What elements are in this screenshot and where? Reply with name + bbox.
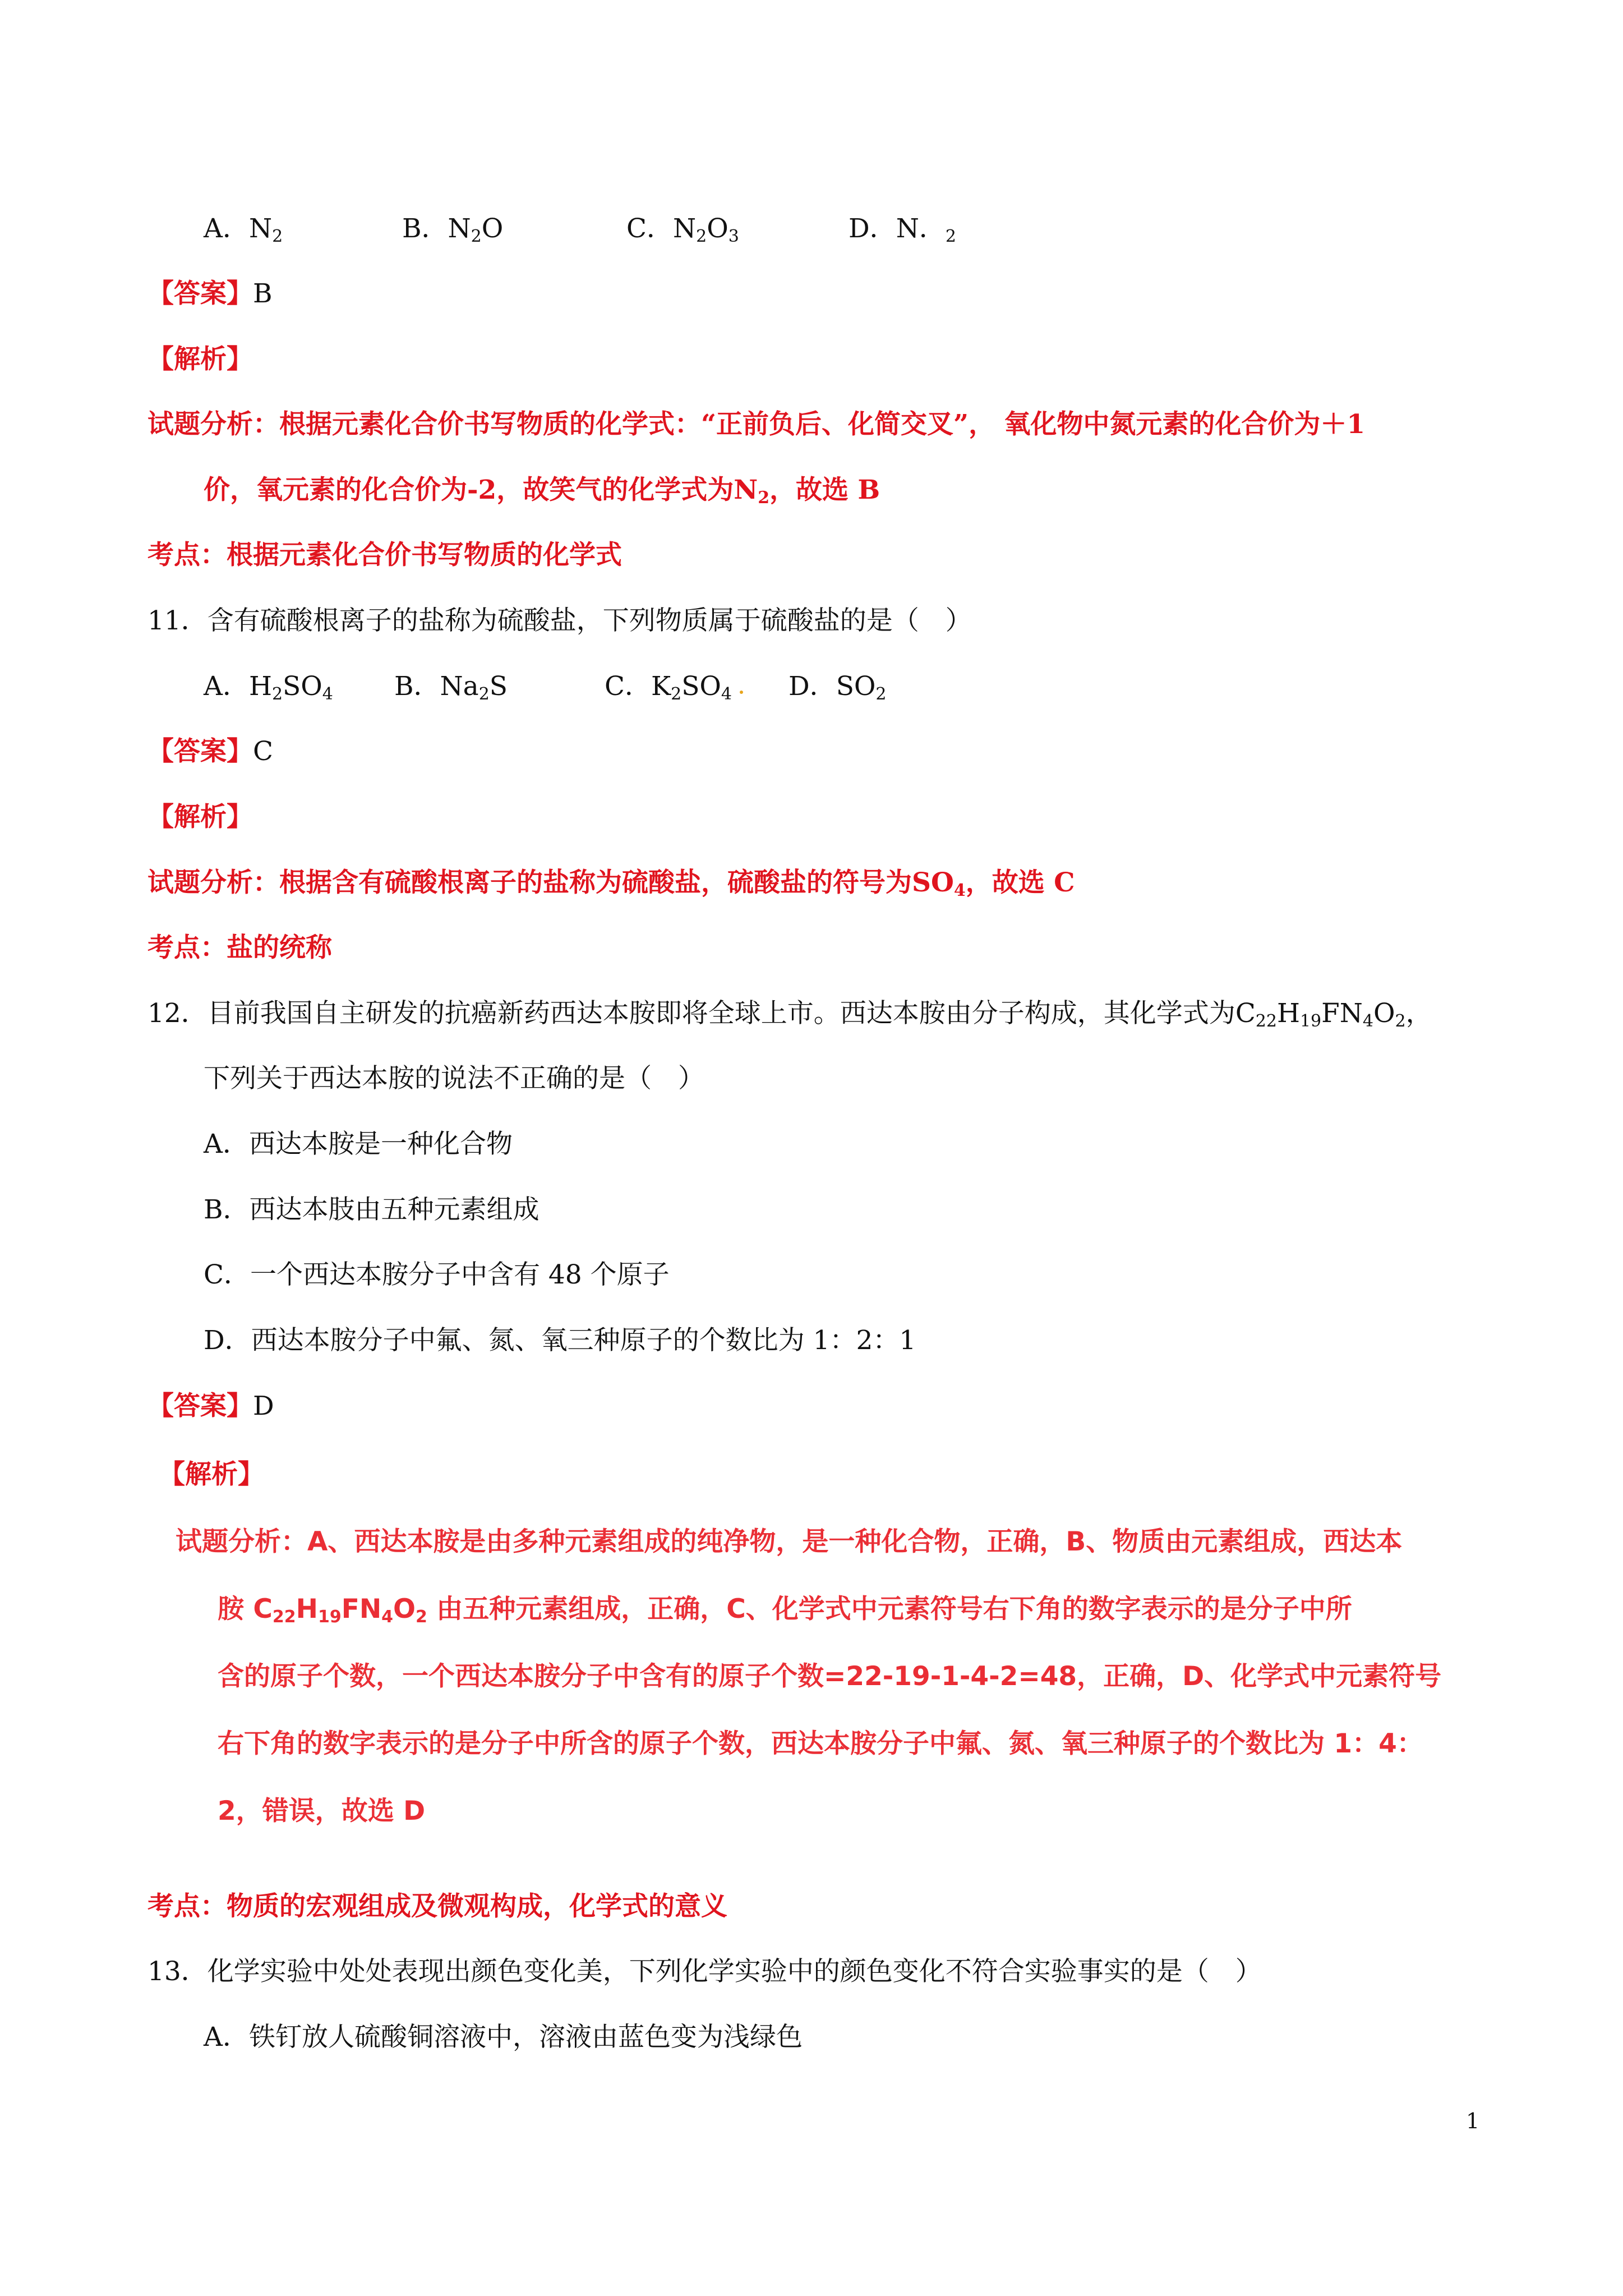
q12-stem-line-1: 12．目前我国自主研发的抗癌新药西达本胺即将全球上市。西达本胺由分子构成，其化学式为$C_{22}H_{19}FN_4O_2$， [147,998,1432,1031]
q12-option-a: A．西达本胺是一种化合物 [204,1129,513,1159]
q10-option-c: C．$N_2O_3$ [626,213,739,246]
q12-analysis-line-5: 2，错误，故选 D [218,1796,426,1826]
q11-analysis: 试题分析：根据含有硫酸根离子的盐称为硫酸盐，硫酸盐的符号为$SO_4$，故选 C [147,867,1075,900]
q13-option-a: A．铁钉放人硫酸铜溶液中，溶液由蓝色变为浅绿色 [204,2022,803,2053]
page-number: 1 [1466,2109,1480,2133]
q12-option-b: B．西达本肢由五种元素组成 [204,1194,540,1225]
q11-analysis-label: 【解析】 [147,802,253,832]
q12-point: 考点：物质的宏观组成及微观构成，化学式的意义 [147,1891,727,1922]
q12-answer: 【答案】D [147,1391,274,1421]
q12-analysis-line-4: 右下角的数字表示的是分子中所含的原子个数，西达本胺分子中氟、氮、氧三种原子的个数比为 1：4： [218,1728,1423,1759]
q11-point: 考点：盐的统称 [147,932,332,963]
q12-analysis-label: 【解析】 [159,1459,264,1490]
q12-analysis-line-2: 胺 $C_{22}H_{19}FN_4O_2$ 由五种元素组成，正确，C、化学式中元素符号右下角的数字表示的是分子中所 [218,1594,1352,1627]
q11-option-b: B．$Na_2S$ [394,671,508,704]
q10-point: 考点：根据元素化合价书写物质的化学式 [147,540,622,570]
q11-answer: 【答案】C [147,736,273,767]
q11-option-c: C．$K_2SO_4$ [605,673,743,700]
q10-option-b: B．$N_2O$ [402,213,504,246]
q13-stem: 13．化学实验中处处表现出颜色变化美，下列化学实验中的颜色变化不符合实验事实的是（ ） [147,1956,1262,1987]
q11-option-d: D．$SO_2$ [789,671,887,704]
q10-answer: 【答案】B [147,278,273,309]
q11-stem: 11．含有硫酸根离子的盐称为硫酸盐，下列物质属于硫酸盐的是（ ） [147,605,972,636]
q10-analysis-line-1: 试题分析：根据元素化合价书写物质的化学式：“正前负后、化简交叉”， 氧化物中氮元素的化合价为＋1 [147,409,1366,440]
q12-option-d: D．西达本胺分子中氟、氮、氧三种原子的个数比为 1：2：1 [204,1325,916,1356]
q10-option-d: D．N．$_2$ [849,213,956,246]
q11-option-a: A．$H_2SO_4$ [204,671,333,704]
q12-analysis-line-1: 试题分析：A、西达本胺是由多种元素组成的纯净物，是一种化合物，正确，B、物质由元素组成，西达本 [176,1526,1403,1557]
q10-analysis-label: 【解析】 [147,344,253,375]
stray-mark [740,691,743,694]
q12-stem-line-2: 下列关于西达本胺的说法不正确的是（ ） [204,1063,704,1094]
q10-option-a: A．$N_2$ [204,213,283,246]
q12-analysis-line-3: 含的原子个数，一个西达本胺分子中含有的原子个数=22-19-1-4-2=48，正确，D、化学式中元素符号 [218,1661,1442,1692]
q12-option-c: C．一个西达本胺分子中含有 48 个原子 [204,1259,670,1290]
q10-analysis-line-2: 价，氧元素的化合价为-2，故笑气的化学式为$N_2$，故选 B [204,475,880,508]
